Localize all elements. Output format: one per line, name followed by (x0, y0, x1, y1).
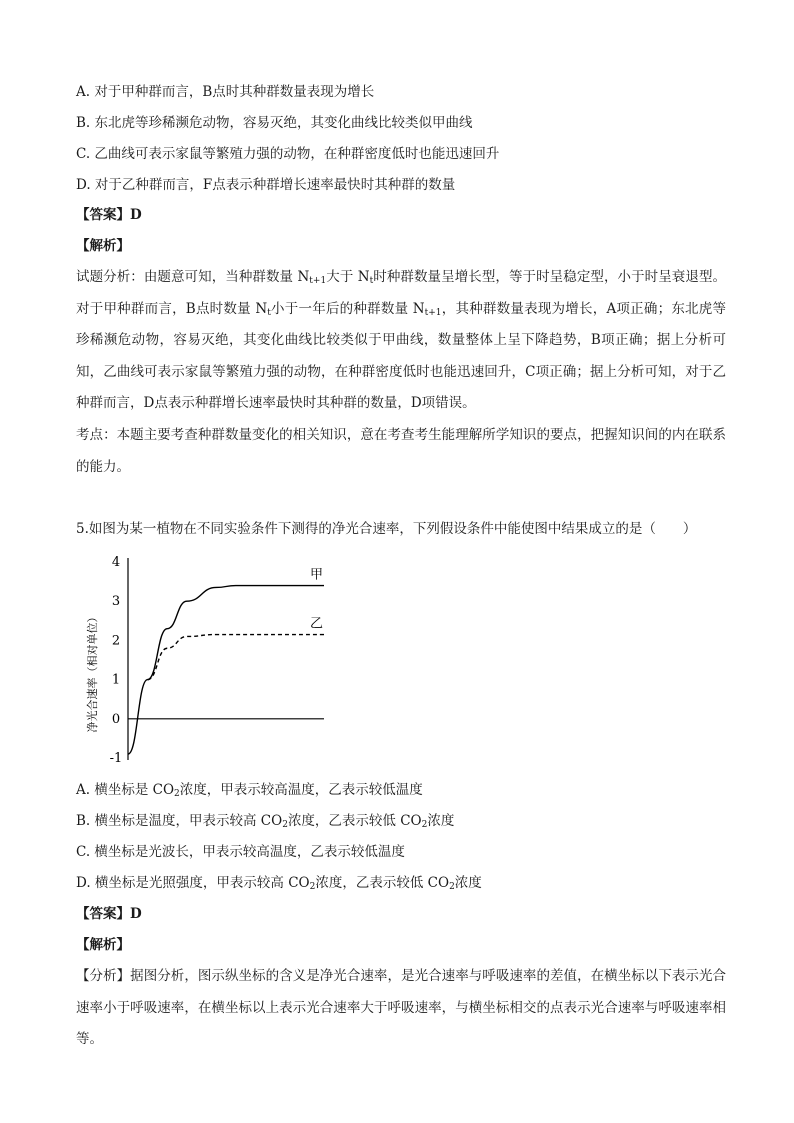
series-label-yi: 乙 (310, 616, 324, 632)
y-tick-label: -1 (109, 751, 123, 766)
q5-option-c: C. 横坐标是光波长，甲表示较高温度，乙表示较低温度 (76, 844, 405, 860)
q5-analysis-text: 【分析】据图分析，图示纵坐标的含义是净光合速率，是光合速率与呼吸速率的差值，在横坐标以下表示光合速率小于呼吸速率，在横坐标以上表示光合速率大于呼吸速率，与横坐标相交的点表示光合速率与呼吸速率相等。 (76, 968, 726, 1047)
series-line-yi (148, 635, 324, 680)
q4-answer: 【答案】D (76, 207, 142, 223)
q5-option-b: B. 横坐标是温度，甲表示较高 $CO_2$浓度，乙表示较低 $CO_2$浓度 (76, 813, 455, 830)
y-tick-label: 4 (111, 555, 121, 570)
q4-option-a: A. 对于甲种群而言，B点时其种群数量表现为增长 (76, 84, 375, 100)
q5-option-a: A. 横坐标是 $CO_2$浓度，甲表示较高温度，乙表示较低温度 (76, 782, 423, 799)
q5-answer: 【答案】D (76, 906, 142, 922)
y-axis-label: 净光合速率（相对单位） (86, 611, 99, 733)
q4-analysis-text: 试题分析：由题意可知，当种群数量 $N_{t+1}$大于 $N_t$时种群数量呈增长型，等于时呈稳定型，小于时呈衰退型。对于甲种群而言，B点时数量 $N_t$小于一年后的种群数量 $N_{t+1}$，其种群数量表现为增长，A项正确；东北虎等珍稀濒危动物，容易灭绝，其变化曲线比较类似于甲曲线，数量整体上呈下降趋势，B项正确；据上分析可知，乙曲线可表示家鼠等繁殖力强的动物，在种群密度低时也能迅速回升，C项正确；据上分析可知，对于乙种群而言，D点表示种群增长速率最快时其种群的数量，D项错误。 (76, 269, 727, 411)
q4-analysis-label: 【解析】 (76, 238, 130, 254)
q4-option-b: B. 东北虎等珍稀濒危动物，容易灭绝，其变化曲线比较类似甲曲线 (76, 115, 473, 131)
y-tick-label: 3 (111, 594, 121, 610)
series-line-jia (128, 586, 324, 755)
q5-analysis-label: 【解析】 (76, 937, 130, 953)
y-tick-label: 1 (111, 672, 121, 688)
q4-key-point: 考点：本题主要考查种群数量变化的相关知识，意在考查考生能理解所学知识的要点，把握知识间的内在联系的能力。 (76, 427, 726, 475)
q5-question-stem: 5.如图为某一植物在不同实验条件下测得的净光合速率，下列假设条件中能使图中结果成立的是（ ） (76, 521, 697, 537)
y-tick-label: 0 (111, 711, 121, 727)
q5-option-d: D. 横坐标是光照强度，甲表示较高 $CO_2$浓度，乙表示较低 $CO_2$浓度 (76, 875, 482, 892)
q4-option-d: D. 对于乙种群而言，F点表示种群增长速率最快时其种群的数量 (76, 177, 456, 193)
q4-option-c: C. 乙曲线可表示家鼠等繁殖力强的动物，在种群密度低时也能迅速回升 (76, 146, 500, 162)
net-photosynthesis-chart (80, 548, 340, 770)
y-tick-label: 2 (111, 633, 121, 649)
series-label-jia: 甲 (310, 567, 324, 583)
